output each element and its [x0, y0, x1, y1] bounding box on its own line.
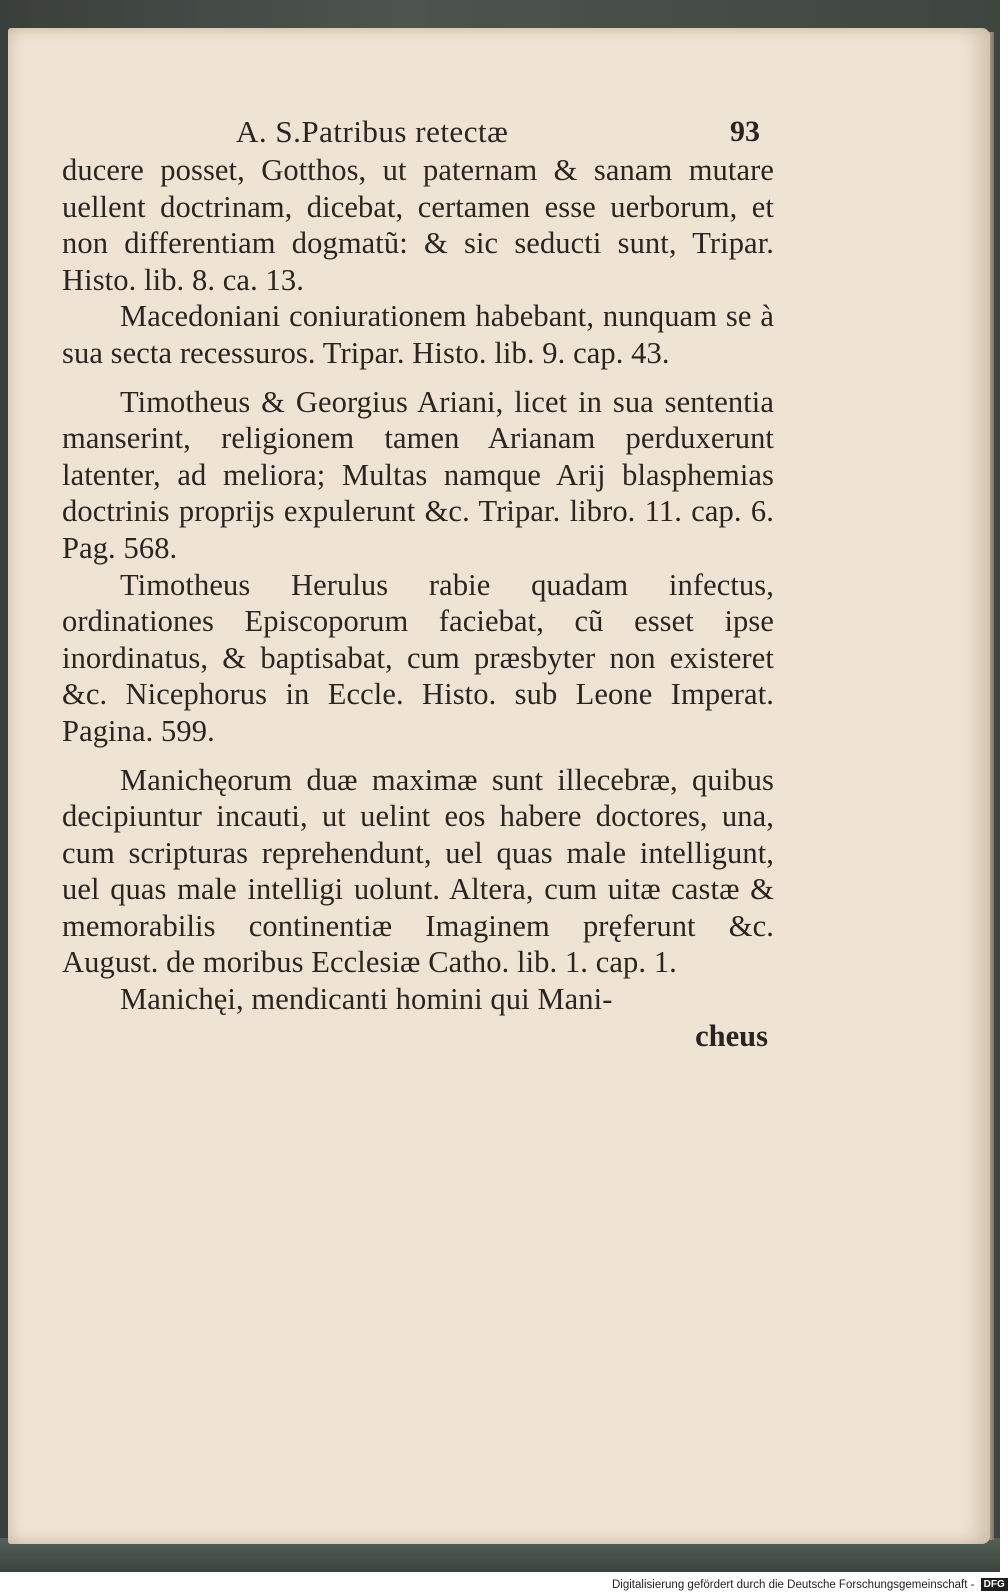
digitization-credit [612, 1576, 1008, 1594]
paragraph-timotheus-georgius: Timotheus & Georgius Ariani, licet in sua sententia manserint, religionem tamen Arianam perduxerunt latenter, ad meliora; Multas namque Arij blasphemias doctrinis proprijs expulerunt &c. Tripar. libro. 11. cap. 6. Pag. 568. [62, 384, 774, 565]
running-head: A. S.Patribus retectæ [236, 114, 509, 149]
paragraph-timotheus-herulus: Timotheus Herulus rabie quadam infectus, ordinationes Episcoporum faciebat, cũ esset ipse inordinatus, & baptisabat, cum præsbyter non existeret &c. Nicephorus in Eccle. Histo. sub Leone Imperat. Pagina. 599. [62, 567, 774, 748]
page-number: 93 [730, 115, 760, 148]
page-header [62, 112, 774, 152]
paragraph-manichaeorum: Manichęorum duæ maximæ sunt illecebræ, quibus decipiuntur incauti, ut uelint eos habere doctores, una, cum scripturas reprehendunt, uel quas male intelligunt, uel quas male intelligi uolunt. Altera, cum uitæ castæ & memorabilis continentiæ Imaginem pręferunt &c. August. de moribus Ecclesiæ Catho. lib. 1. cap. 1. [62, 762, 774, 980]
paragraph-macedoniani: Macedoniani coniurationem habebant, nunquam se à sua secta recessuros. Tripar. Histo. lib. 9. cap. 43. [62, 299, 774, 370]
dfg-logo: DFG [981, 1578, 1008, 1591]
catchword: cheus [695, 1018, 768, 1053]
page-text [62, 112, 774, 1054]
credit-text: Digitalisierung gefördert durch die Deutsche Forschungsgemeinschaft - [612, 1579, 975, 1591]
paragraph-continuation: ducere posset, Gotthos, ut paternam & sanam mutare uellent doctrinam, dicebat, certamen esse uerborum, et non differentiam dogmatũ: & sic seducti sunt, Tripar. Histo. lib. 8. ca. 13. [62, 153, 774, 297]
paragraph-manichaei: Manichęi, mendicanti homini qui Mani- [120, 982, 613, 1017]
